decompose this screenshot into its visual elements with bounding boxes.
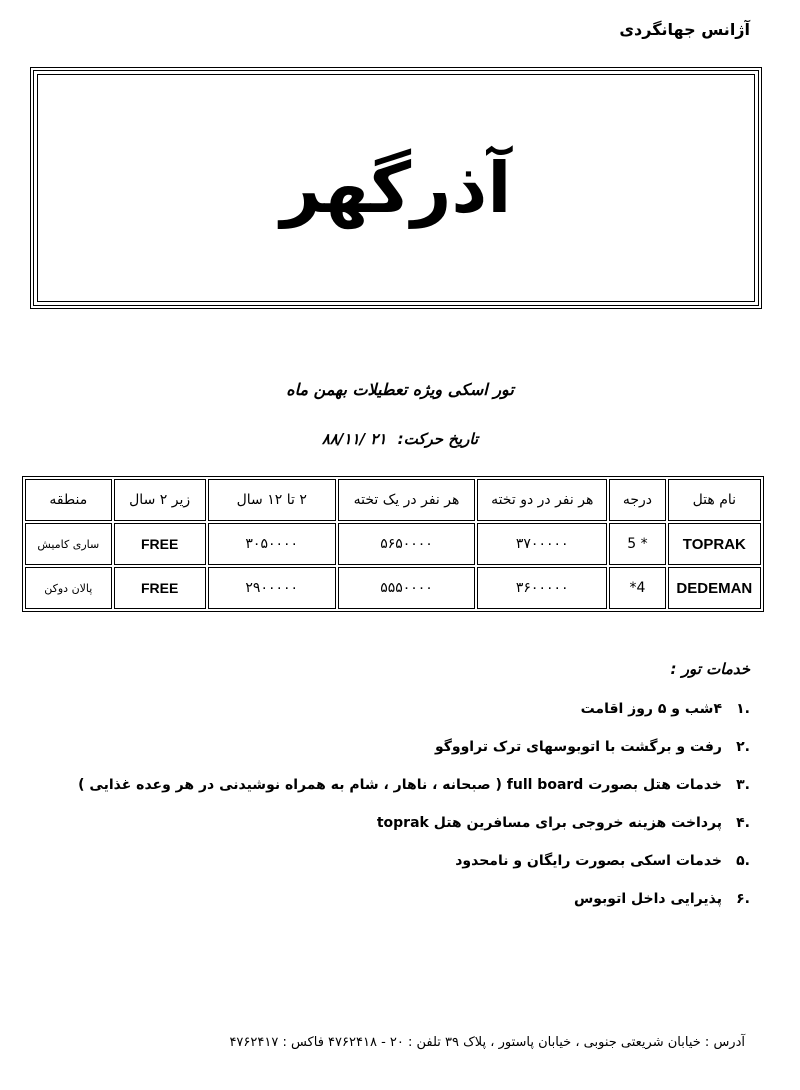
item-number: .۳	[736, 777, 750, 793]
services-list	[50, 690, 750, 918]
item-text: ۴شب و ۵ روز اقامت	[580, 701, 722, 717]
departure-line	[0, 430, 800, 448]
cell-single: ۵۶۵۰۰۰۰	[338, 523, 475, 565]
cell-region: ساری کامیش	[25, 523, 112, 565]
banner-title: آذرگهر	[280, 147, 512, 229]
cell-child: ۲۹۰۰۰۰۰	[208, 567, 336, 609]
header-child: ۲ تا ۱۲ سال	[208, 479, 336, 521]
cell-double: ۳۷۰۰۰۰۰	[477, 523, 607, 565]
item-text: خدمات هتل بصورت full board ( صبحانه ، ناهار ، شام به همراه نوشیدنی در هر وعده غذایی )	[78, 777, 722, 793]
cell-single: ۵۵۵۰۰۰۰	[338, 567, 475, 609]
cell-double: ۳۶۰۰۰۰۰	[477, 567, 607, 609]
list-item	[50, 766, 750, 804]
list-item	[50, 804, 750, 842]
list-item	[50, 880, 750, 918]
header-grade: درجه	[609, 479, 665, 521]
list-item	[50, 690, 750, 728]
departure-date: ۸۸/۱۱/ ۲۱	[321, 430, 387, 448]
item-text: پذیرایی داخل اتوبوس	[573, 891, 722, 907]
footer-address: آدرس : خیابان شریعتی جنوبی ، خیابان پاستور ، پلاک ۳۹ تلفن : ۲۰ - ۴۷۶۲۴۱۸ فاکس : ۴۷۶۲۴۱۷	[229, 1035, 745, 1050]
item-number: .۲	[736, 739, 750, 755]
cell-grade: 4*	[609, 567, 665, 609]
item-text: رفت و برگشت با اتوبوسهای ترک تراووگو	[434, 739, 722, 755]
item-number: .۵	[736, 853, 750, 869]
departure-label: تاریخ حرکت:	[397, 430, 479, 448]
tour-title: تور اسکی ویژه تعطیلات بهمن ماه	[286, 380, 514, 399]
price-table	[22, 476, 764, 612]
table-header-row	[25, 479, 761, 521]
header-infant: زیر ۲ سال	[114, 479, 206, 521]
cell-child: ۳۰۵۰۰۰۰	[208, 523, 336, 565]
cell-hotel: TOPRAK	[668, 523, 761, 565]
header-double: هر نفر در دو تخته	[477, 479, 607, 521]
cell-grade: * 5	[609, 523, 665, 565]
list-item	[50, 728, 750, 766]
services-title: خدمات تور :	[670, 660, 750, 678]
item-number: .۶	[736, 891, 750, 907]
cell-region: پالان دوکن	[25, 567, 112, 609]
cell-hotel: DEDEMAN	[668, 567, 761, 609]
header-single: هر نفر در یک تخته	[338, 479, 475, 521]
cell-infant: FREE	[114, 523, 206, 565]
item-text: خدمات اسکی بصورت رایگان و نامحدود	[455, 853, 722, 869]
header-region: منطقه	[25, 479, 112, 521]
header-hotel: نام هتل	[668, 479, 761, 521]
item-number: .۱	[736, 701, 750, 717]
item-text: پرداخت هزینه خروجی برای مسافرین هتل toprak	[376, 815, 722, 831]
agency-name: آژانس جهانگردی	[619, 20, 750, 39]
item-number: .۴	[736, 815, 750, 831]
banner-frame	[30, 67, 762, 309]
cell-infant: FREE	[114, 567, 206, 609]
table-row	[25, 567, 761, 609]
table-row	[25, 523, 761, 565]
list-item	[50, 842, 750, 880]
